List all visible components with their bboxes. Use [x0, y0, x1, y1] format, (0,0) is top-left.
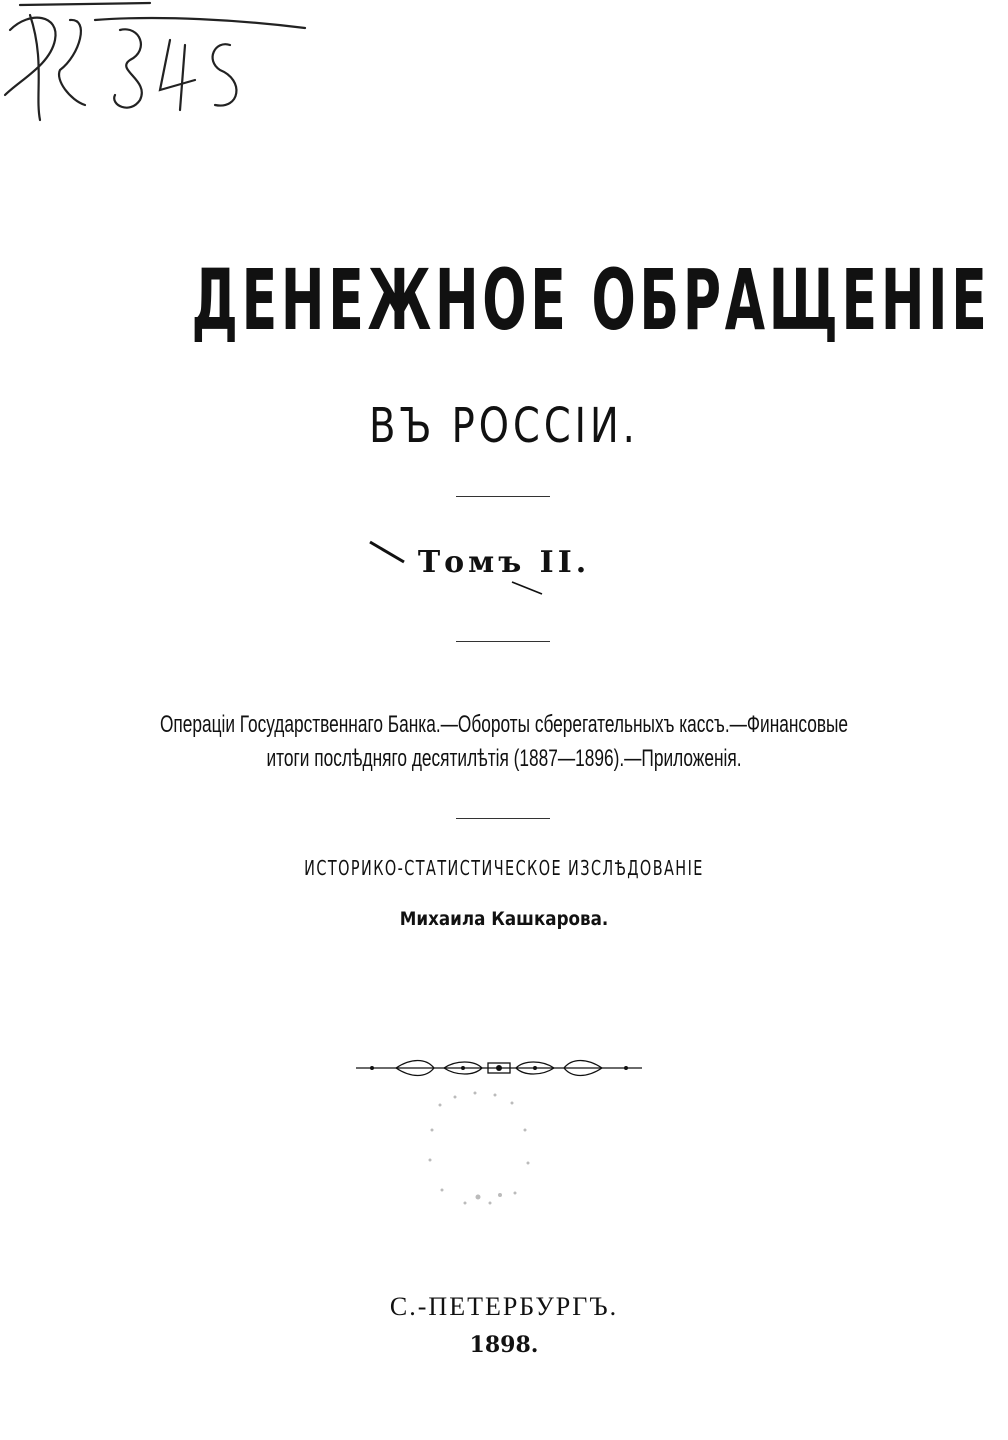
book-subtitle: ВЪ РОССІИ. — [369, 398, 639, 454]
divider-3 — [456, 818, 550, 819]
ornament-divider — [356, 1056, 642, 1080]
handwritten-shelfmark — [0, 0, 320, 140]
faded-library-stamp — [420, 1085, 540, 1215]
divider-1 — [456, 496, 550, 497]
volume-number: Томъ II. — [417, 545, 591, 580]
author-name: Михаила Кашкарова. — [399, 908, 609, 930]
pencil-mark-2 — [508, 578, 548, 598]
contents-line-2: итоги послѣдняго десятилѣтія (1887—1896).—Приложенія. — [266, 745, 742, 772]
contents-line-1: Операціи Государственнаго Банка.—Обороты сберегательныхъ кассъ.—Финансовые — [159, 711, 849, 738]
contents-description — [141, 708, 867, 776]
publication-city: С.-ПЕТЕРБУРГЪ. — [389, 1292, 619, 1321]
divider-2 — [456, 641, 550, 642]
book-title: ДЕНЕЖНОЕ ОБРАЩЕНІЕ — [191, 251, 991, 349]
study-type: ИСТОРИКО-СТАТИСТИЧЕСКОЕ ИЗСЛѢДОВАНІЕ — [304, 856, 704, 880]
publication-year: 1898. — [469, 1332, 539, 1358]
